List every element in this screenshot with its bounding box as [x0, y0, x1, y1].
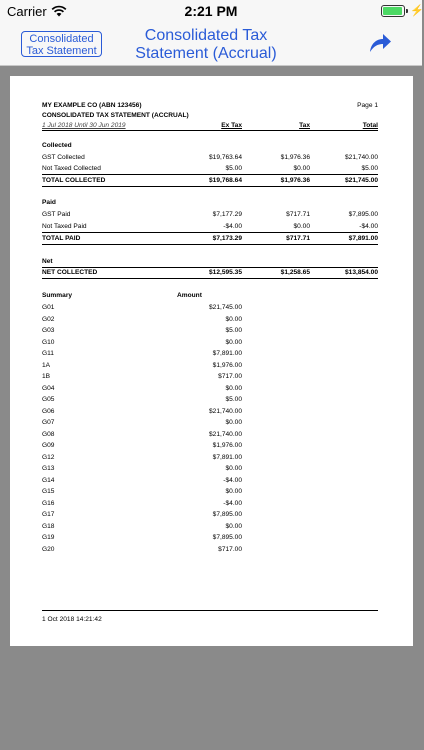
summary-amount: $1,976.00 — [212, 361, 242, 369]
page-number: Page 1 — [357, 102, 378, 109]
row-ex-tax: $5.00 — [225, 165, 242, 172]
total-tax: $1,976.36 — [280, 177, 310, 184]
paid-divider — [42, 232, 378, 233]
summary-amount: $0.00 — [225, 338, 242, 346]
collected-divider — [42, 174, 378, 175]
navigation-bar — [0, 22, 422, 66]
summary-code: G20 — [42, 545, 55, 553]
col-total-header: Total — [362, 122, 378, 129]
summary-amount: $0.00 — [225, 419, 242, 426]
summary-amount: $21,740.00 — [208, 407, 242, 415]
row-label: GST Paid — [42, 211, 71, 218]
summary-amount: -$4.00 — [223, 476, 242, 484]
summary-code: G12 — [42, 453, 55, 461]
summary-amount: $0.00 — [225, 522, 242, 530]
consolidated-tax-statement-button[interactable] — [21, 31, 102, 57]
summary-code: G14 — [42, 476, 55, 484]
summary-code: G16 — [42, 499, 55, 507]
footer-divider — [42, 610, 378, 611]
summary-amount: $7,895.00 — [212, 534, 242, 541]
summary-code: G07 — [42, 419, 55, 426]
report-title: CONSOLIDATED TAX STATEMENT (ACCRUAL) — [42, 112, 189, 119]
charging-icon: ⚡ — [410, 5, 424, 17]
summary-amount: $717.00 — [218, 545, 242, 553]
summary-amount: $1,976.00 — [212, 442, 242, 449]
summary-code: G17 — [42, 511, 55, 518]
col-tax-header: Tax — [299, 122, 310, 129]
summary-amount: $0.00 — [225, 315, 242, 323]
section-net-heading: Net — [42, 258, 53, 265]
total-ex-tax: $19,768.64 — [208, 177, 242, 184]
col-ex-tax-header: Ex Tax — [221, 122, 242, 129]
row-tax: $1,976.36 — [280, 154, 310, 161]
company-name: MY EXAMPLE CO (ABN 123456) — [42, 102, 142, 109]
total-label: TOTAL PAID — [42, 235, 81, 242]
summary-code: G11 — [42, 350, 54, 357]
summary-amount: $5.00 — [225, 327, 242, 334]
section-paid-heading: Paid — [42, 199, 56, 206]
carrier-label: Carrier — [7, 4, 47, 19]
summary-amount: $21,745.00 — [208, 304, 242, 311]
report-period: 1 Jul 2018 Until 30 Jun 2019 — [42, 122, 126, 129]
report-page[interactable] — [10, 76, 413, 646]
summary-code: G04 — [42, 384, 55, 392]
summary-code: G05 — [42, 396, 55, 403]
summary-amount: $717.00 — [218, 373, 242, 380]
summary-code: G19 — [42, 534, 55, 541]
total-tax: $1,258.65 — [280, 269, 310, 276]
summary-amount: $5.00 — [225, 396, 242, 403]
summary-code: G09 — [42, 442, 55, 449]
total-ex-tax: $12,595.35 — [208, 269, 242, 276]
summary-code: 1B — [42, 373, 51, 380]
report-document — [10, 76, 413, 646]
row-total: $5.00 — [361, 165, 378, 172]
share-arrow-icon[interactable] — [368, 32, 392, 54]
status-time: 2:21 PM — [184, 3, 238, 19]
total-label: TOTAL COLLECTED — [42, 177, 106, 184]
net-total-underline — [42, 278, 378, 279]
summary-amount: $0.00 — [225, 465, 242, 472]
button-label-line2: Tax Statement — [26, 45, 97, 57]
net-divider — [42, 267, 378, 268]
summary-amount: $21,740.00 — [208, 430, 242, 438]
summary-code: G18 — [42, 522, 55, 530]
summary-amount-heading: Amount — [177, 292, 202, 299]
summary-code: G01 — [42, 304, 55, 311]
summary-code: 1A — [42, 361, 51, 369]
summary-code: G08 — [42, 430, 55, 438]
title-line2: Statement (Accrual) — [135, 45, 277, 62]
row-label: Not Taxed Collected — [42, 165, 101, 172]
summary-code: G03 — [42, 327, 55, 334]
summary-heading: Summary — [42, 292, 73, 299]
summary-code: G02 — [42, 315, 55, 323]
row-total: $21,740.00 — [344, 154, 378, 161]
summary-amount: -$4.00 — [223, 499, 242, 507]
total-tax: $717.71 — [286, 235, 310, 242]
collected-total-underline — [42, 186, 378, 187]
row-tax: $0.00 — [293, 165, 310, 172]
row-tax: $0.00 — [293, 223, 310, 230]
total-total: $13,854.00 — [344, 269, 378, 276]
total-label: NET COLLECTED — [42, 269, 98, 276]
total-ex-tax: $7,173.29 — [212, 235, 242, 242]
summary-amount: $0.00 — [225, 488, 242, 495]
summary-code: G15 — [42, 488, 55, 495]
summary-amount: $7,895.00 — [212, 511, 242, 518]
row-label: Not Taxed Paid — [42, 223, 87, 230]
summary-amount: $7,891.00 — [212, 453, 242, 461]
title-line1: Consolidated Tax — [144, 27, 268, 44]
summary-code: G06 — [42, 407, 55, 415]
row-tax: $717.71 — [286, 211, 310, 218]
row-total: -$4.00 — [359, 223, 378, 230]
total-total: $7,891.00 — [348, 235, 378, 242]
paid-total-underline — [42, 244, 378, 245]
page-title — [120, 27, 292, 63]
header-divider — [42, 130, 378, 131]
section-collected-heading: Collected — [42, 142, 72, 149]
row-ex-tax: $19,763.64 — [208, 154, 242, 161]
total-total: $21,745.00 — [344, 177, 378, 184]
battery-icon — [381, 5, 405, 17]
status-bar — [0, 0, 422, 22]
battery-level — [383, 7, 402, 15]
summary-amount: $0.00 — [225, 384, 242, 392]
button-label-line1: Consolidated — [29, 33, 94, 45]
row-ex-tax: -$4.00 — [223, 223, 242, 230]
summary-amount: $7,891.00 — [212, 350, 242, 357]
row-total: $7,895.00 — [348, 211, 378, 218]
row-label: GST Collected — [42, 154, 85, 161]
summary-code: G10 — [42, 338, 55, 346]
row-ex-tax: $7,177.29 — [212, 211, 242, 218]
summary-code: G13 — [42, 465, 55, 472]
report-footer-timestamp: 1 Oct 2018 14:21:42 — [42, 616, 102, 623]
background-area — [0, 646, 422, 750]
